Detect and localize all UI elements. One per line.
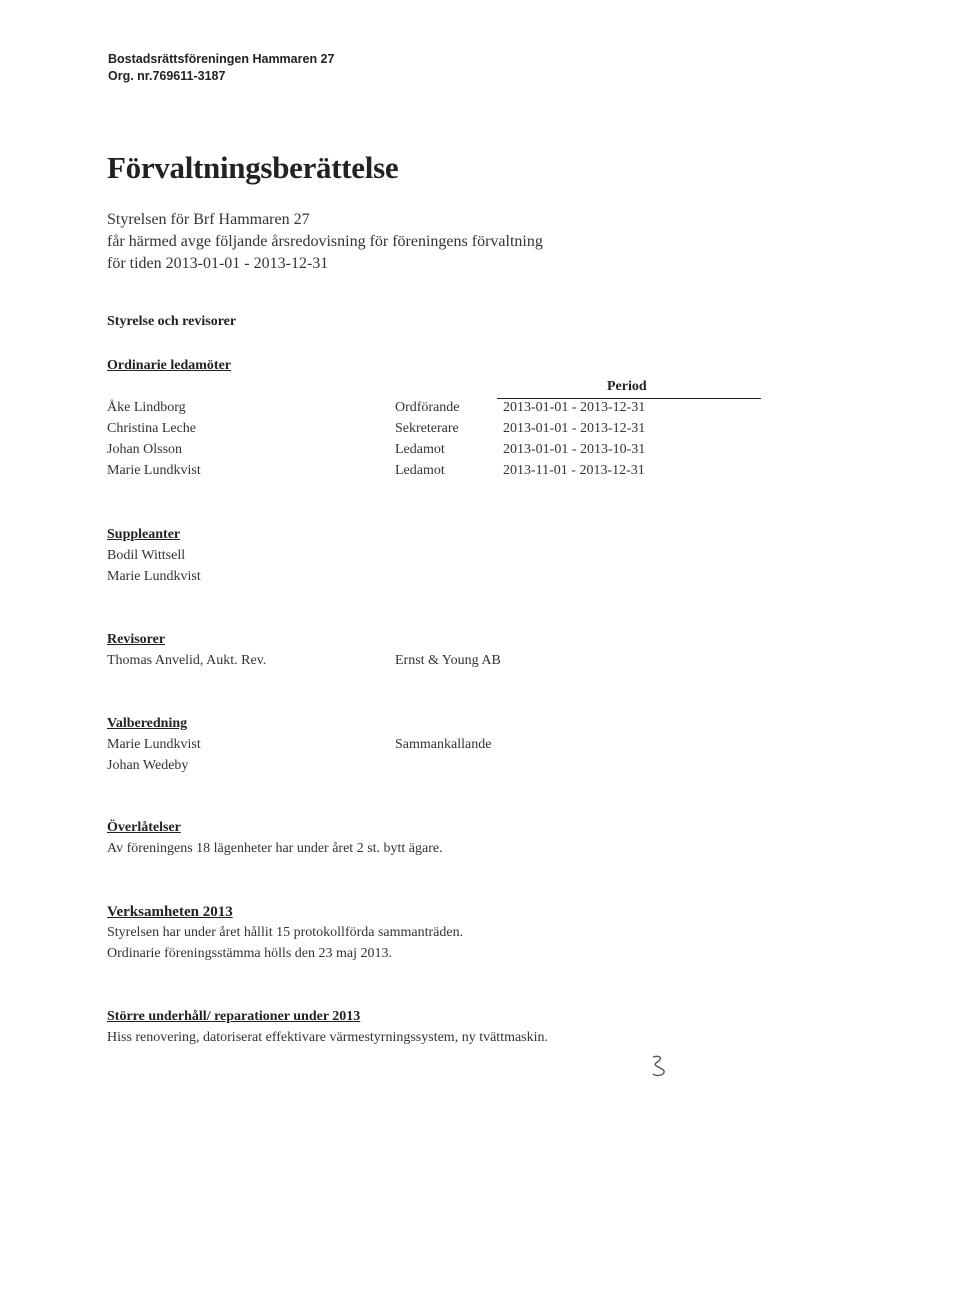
period-header-rule <box>497 398 761 399</box>
nomination-member-role: Sammankallande <box>395 737 492 752</box>
member-period: 2013-11-01 - 2013-12-31 <box>503 463 645 478</box>
operations-heading: Verksamheten 2013 <box>107 904 233 920</box>
document-title: Förvaltningsberättelse <box>107 150 399 185</box>
table-row <box>0 442 960 463</box>
intro-line-1: Styrelsen för Brf Hammaren 27 <box>107 211 310 228</box>
nomination-heading: Valberedning <box>107 716 188 731</box>
member-role: Ledamot <box>395 463 445 478</box>
nomination-member-name: Johan Wedeby <box>107 758 189 773</box>
initials-mark-svg <box>650 1054 668 1078</box>
intro-line-2: får härmed avge följande årsredovisning för föreningens förvaltning <box>107 233 543 250</box>
member-name: Johan Olsson <box>107 442 183 457</box>
operations-line-1: Styrelsen har under året hållit 15 protokollförda sammanträden. <box>107 925 464 940</box>
table-row <box>0 421 960 442</box>
deputy-name: Bodil Wittsell <box>107 548 186 563</box>
member-name: Christina Leche <box>107 421 197 436</box>
member-role: Sekreterare <box>395 421 459 436</box>
board-heading: Styrelse och revisorer <box>107 314 237 329</box>
nomination-member-name: Marie Lundkvist <box>107 737 201 752</box>
member-name: Marie Lundkvist <box>107 463 201 478</box>
table-row <box>0 463 960 484</box>
transfers-heading: Överlåtelser <box>107 820 181 835</box>
auditor-name: Thomas Anvelid, Aukt. Rev. <box>107 653 267 668</box>
maintenance-text: Hiss renovering, datoriserat effektivare värmestyrningssystem, ny tvättmaskin. <box>107 1030 549 1045</box>
organization-number: Org. nr.769611-3187 <box>108 69 226 83</box>
transfers-text: Av föreningens 18 lägenheter har under året 2 st. bytt ägare. <box>107 841 443 856</box>
member-role: Ordförande <box>395 400 460 415</box>
member-role: Ledamot <box>395 442 445 457</box>
member-name: Åke Lindborg <box>107 400 186 415</box>
deputies-heading: Suppleanter <box>107 527 181 542</box>
member-period: 2013-01-01 - 2013-12-31 <box>503 421 646 436</box>
maintenance-heading: Större underhåll/ reparationer under 2013 <box>107 1009 361 1024</box>
member-period: 2013-01-01 - 2013-10-31 <box>503 442 646 457</box>
operations-line-2: Ordinarie föreningsstämma hölls den 23 maj 2013. <box>107 946 392 961</box>
intro-line-3: för tiden 2013-01-01 - 2013-12-31 <box>107 255 329 272</box>
organization-name: Bostadsrättsföreningen Hammaren 27 <box>108 52 335 66</box>
auditor-firm: Ernst & Young AB <box>395 653 501 668</box>
period-header: Period <box>607 379 647 394</box>
members-heading: Ordinarie ledamöter <box>107 358 232 373</box>
member-period: 2013-01-01 - 2013-12-31 <box>503 400 646 415</box>
initials-mark-icon <box>650 1054 668 1084</box>
deputy-name: Marie Lundkvist <box>107 569 201 584</box>
table-row <box>0 400 960 421</box>
auditors-heading: Revisorer <box>107 632 166 647</box>
